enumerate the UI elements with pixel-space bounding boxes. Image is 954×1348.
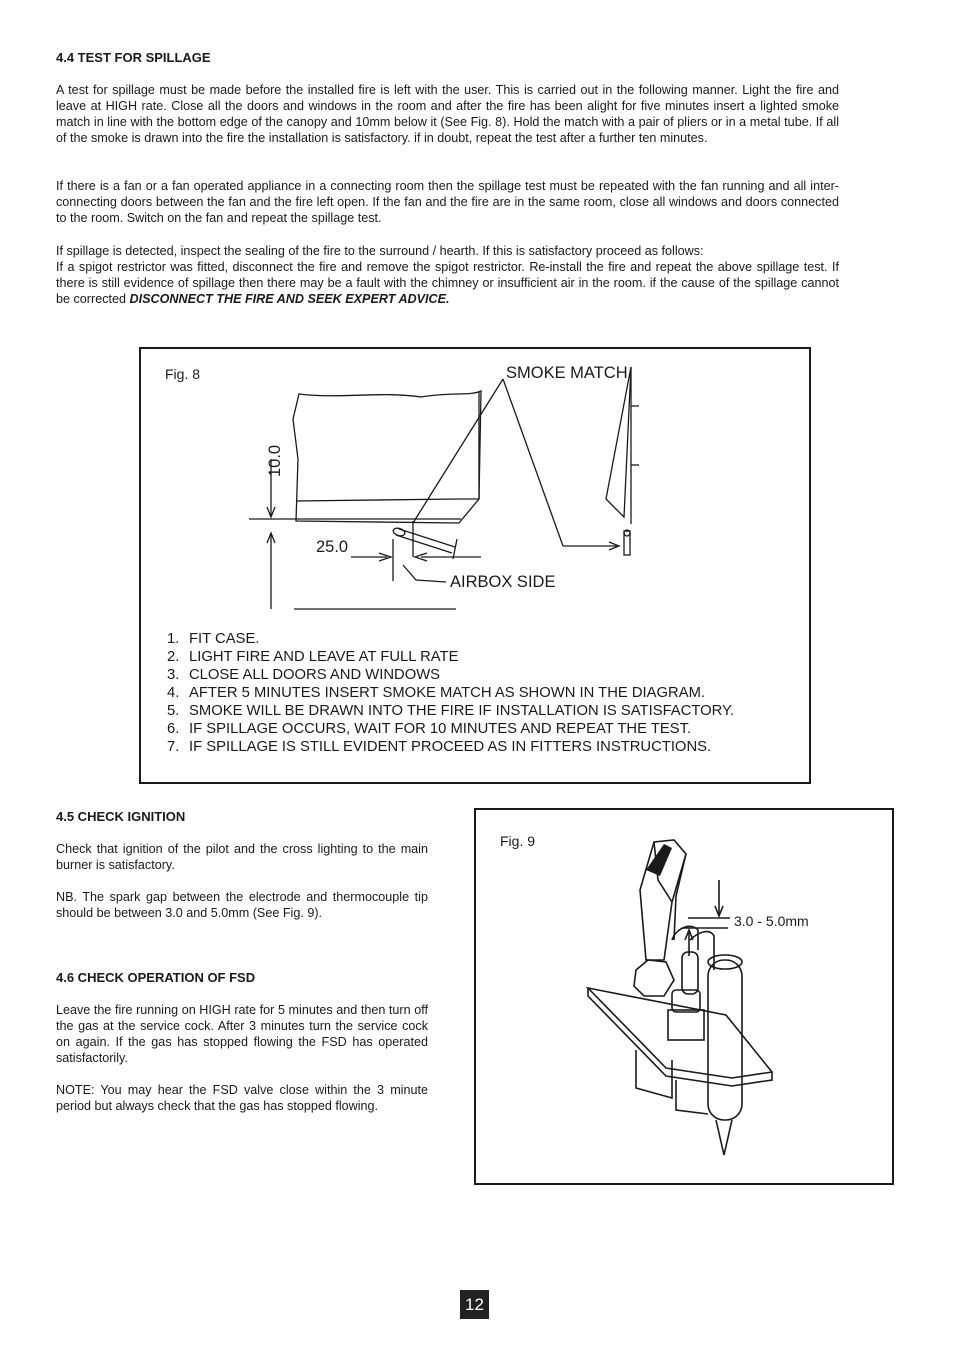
section-4-5-heading: 4.5 CHECK IGNITION: [56, 809, 186, 824]
expert-advice-warning: DISCONNECT THE FIRE AND SEEK EXPERT ADVICE.: [129, 292, 450, 306]
step-text: AFTER 5 MINUTES INSERT SMOKE MATCH AS SHOWN IN THE DIAGRAM.: [189, 685, 706, 701]
section-4-6-para1: Leave the fire running on HIGH rate for 5 minutes and then turn off the gas at the service cock. After 3 minutes turn the service cock on again. If the gas has stopped flowing the FSD has operated satisfactorily.: [56, 1003, 428, 1065]
step-number: 6.: [167, 721, 180, 737]
step-text: CLOSE ALL DOORS AND WINDOWS: [189, 667, 441, 683]
step-text: SMOKE WILL BE DRAWN INTO THE FIRE IF INSTALLATION IS SATISFACTORY.: [189, 703, 735, 719]
step-item: [167, 738, 807, 756]
dim-10-text: 10.0: [266, 444, 284, 477]
fig8-steps: [167, 630, 807, 756]
fig8-label: Fig. 8: [165, 366, 201, 382]
section-4-5-para1: Check that ignition of the pilot and the cross lighting to the main burner is satisfactory.: [56, 842, 428, 872]
step-item: [167, 666, 807, 684]
dim-25-label: 25.0: [316, 538, 349, 556]
step-item: [167, 684, 807, 702]
section-4-4-para1: A test for spillage must be made before the installed fire is left with the user. This is carried out in the following manner. Light the fire and leave at HIGH rate. Close all the doors and windows in the room and after the fire has been alight for five minutes insert a lighted smoke match in line with the bottom edge of the canopy and 10mm below it (See Fig. 8). Hold the match with a pair of pliers or in a metal tube. If all of the smoke is drawn into the fire the installation is satisfactory. if in doubt, repeat the test after a further ten minutes.: [56, 83, 839, 145]
step-number: 5.: [167, 703, 180, 719]
fig9-box: [474, 808, 894, 1185]
fig9-label: Fig. 9: [500, 833, 536, 849]
step-number: 1.: [167, 631, 180, 647]
step-number: 4.: [167, 685, 180, 701]
step-number: 7.: [167, 739, 180, 755]
section-4-6-heading: 4.6 CHECK OPERATION OF FSD: [56, 970, 256, 985]
step-item: [167, 648, 807, 666]
step-item: [167, 702, 807, 720]
step-text: IF SPILLAGE OCCURS, WAIT FOR 10 MINUTES AND REPEAT THE TEST.: [189, 721, 692, 737]
step-number: 3.: [167, 667, 180, 683]
smoke-match-label: SMOKE MATCH: [506, 364, 628, 382]
page-number: 12: [460, 1290, 489, 1319]
section-4-4-para3: [56, 243, 839, 307]
section-4-4-para3b: [56, 259, 839, 307]
step-text: LIGHT FIRE AND LEAVE AT FULL RATE: [189, 649, 459, 665]
section-4-5-para2: NB. The spark gap between the electrode and thermocouple tip should be between 3.0 and 5.0mm (See Fig. 9).: [56, 890, 428, 920]
section-4-4-para2: If there is a fan or a fan operated appliance in a connecting room then the spillage test must be repeated with the fan running and all inter-connecting doors between the fan and the fire left open. If the fan and the fire are in the same room, close all windows and doors connected to the room. Switch on the fan and repeat the spillage test.: [56, 179, 839, 225]
para3b-text: If a spigot restrictor was fitted, disconnect the fire and remove the spigot restrictor. Re-install the fire and repeat the above spillage test. If there is still evidence of spillage then there may be a fault with the chimney or insufficient air in the room. if the cause of the spillage cannot be corrected: [56, 260, 839, 306]
airbox-side-label: AIRBOX SIDE: [450, 573, 556, 591]
step-text: FIT CASE.: [189, 631, 260, 647]
step-number: 2.: [167, 649, 180, 665]
step-text: IF SPILLAGE IS STILL EVIDENT PROCEED AS IN FITTERS INSTRUCTIONS.: [189, 739, 712, 755]
spark-gap-label: 3.0 - 5.0mm: [734, 913, 809, 929]
pilot-assembly-diagram: [476, 810, 892, 1183]
step-item: [167, 630, 807, 648]
section-4-6-para2: NOTE: You may hear the FSD valve close within the 3 minute period but always check that the gas has stopped flowing.: [56, 1083, 428, 1113]
section-4-4-para3a: If spillage is detected, inspect the sealing of the fire to the surround / hearth. If this is satisfactory proceed as follows:: [56, 244, 704, 258]
section-4-4-heading: 4.4 TEST FOR SPILLAGE: [56, 50, 211, 65]
fig8-box: [139, 347, 811, 784]
step-item: [167, 720, 807, 738]
